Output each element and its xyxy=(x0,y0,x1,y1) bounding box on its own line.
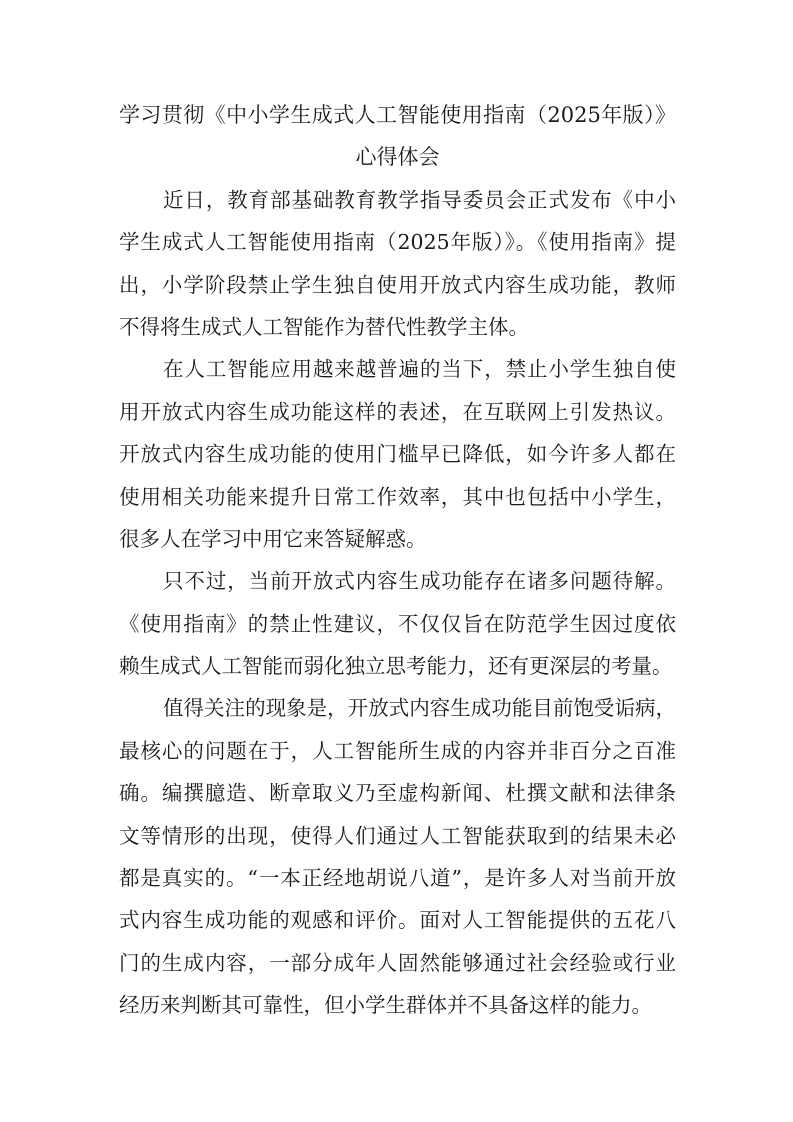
document-body xyxy=(119,179,676,1027)
paragraph-line: 门的生成内容，一部分成年人固然能够通过社会经验或行业 xyxy=(119,950,676,975)
paragraph-line: 学生成式人工智能使用指南（2025年版）》。《使用指南》提 xyxy=(119,230,676,255)
paragraph-line: 开放式内容生成功能的使用门槛早已降低，如今许多人都在 xyxy=(119,442,676,467)
paragraph-line: 使用相关功能来提升日常工作效率，其中也包括中小学生， xyxy=(119,484,676,509)
paragraph-line: 确。编撰臆造、断章取义乃至虚构新闻、杜撰文献和法律条 xyxy=(119,781,676,806)
paragraph-line: 文等情形的出现，使得人们通过人工智能获取到的结果未必 xyxy=(119,823,676,848)
paragraph-line: 只不过，当前开放式内容生成功能存在诸多问题待解。 xyxy=(163,569,676,594)
paragraph-line: 《使用指南》的禁止性建议，不仅仅旨在防范学生因过度依 xyxy=(119,611,676,636)
paragraph xyxy=(119,560,676,687)
paragraph xyxy=(119,687,676,1026)
paragraph-line: 经历来判断其可靠性，但小学生群体并不具备这样的能力。 xyxy=(119,993,652,1018)
paragraph-line: 不得将生成式人工智能作为替代性教学主体。 xyxy=(119,314,529,339)
paragraph-line: 赖生成式人工智能而弱化独立思考能力，还有更深层的考量。 xyxy=(119,654,673,679)
paragraph xyxy=(119,348,676,560)
paragraph-line: 出，小学阶段禁止学生独自使用开放式内容生成功能，教师 xyxy=(119,272,676,297)
document-title: 学习贯彻《中小学生成式人工智能使用指南（2025年版）》 xyxy=(119,103,676,127)
paragraph xyxy=(119,179,676,349)
paragraph-line: 都是真实的。“一本正经地胡说八道”，是许多人对当前开放 xyxy=(119,866,676,891)
paragraph-line: 值得关注的现象是，开放式内容生成功能目前饱受诟病， xyxy=(163,696,676,721)
document-subtitle: 心得体会 xyxy=(355,145,440,170)
paragraph-line: 用开放式内容生成功能这样的表述，在互联网上引发热议。 xyxy=(119,399,676,424)
paragraph-line: 近日，教育部基础教育教学指导委员会正式发布《中小 xyxy=(163,187,676,212)
paragraph-line: 式内容生成功能的观感和评价。面对人工智能提供的五花八 xyxy=(119,908,676,933)
paragraph-line: 很多人在学习中用它来答疑解惑。 xyxy=(119,526,427,551)
paragraph-line: 最核心的问题在于，人工智能所生成的内容并非百分之百准 xyxy=(119,738,676,763)
paragraph-line: 在人工智能应用越来越普遍的当下，禁止小学生独自使 xyxy=(163,357,676,382)
document-page xyxy=(119,94,676,1027)
